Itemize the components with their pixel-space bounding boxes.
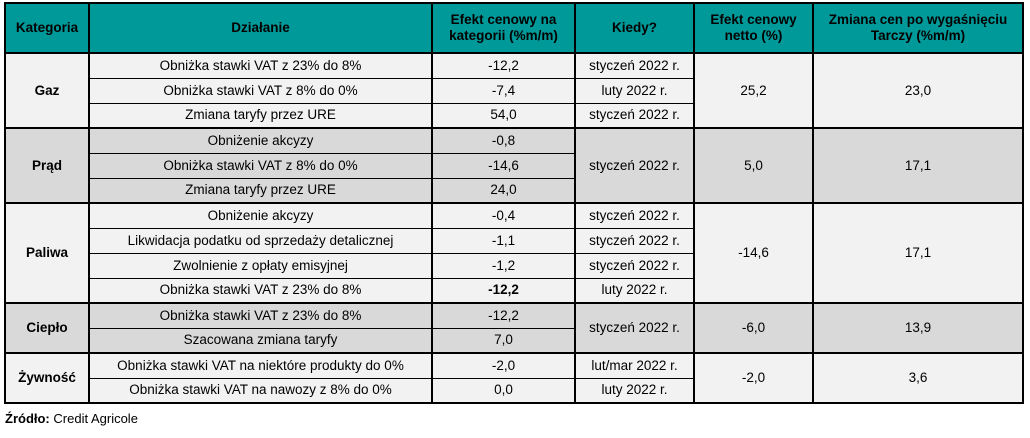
cell-when: styczeń 2022 r. xyxy=(575,203,694,228)
cell-effect: 7,0 xyxy=(432,328,575,353)
cell-action: Obniżka stawki VAT z 8% do 0% xyxy=(89,153,432,178)
cell-action: Obniżenie akcyzy xyxy=(89,128,432,153)
cell-action: Zmiana taryfy przez URE xyxy=(89,178,432,203)
table-row xyxy=(5,128,1023,153)
cell-action: Zwolnienie z opłaty emisyjnej xyxy=(89,253,432,278)
cell-post-shield: 17,1 xyxy=(813,128,1023,203)
anti-inflation-shield-table xyxy=(4,2,1024,404)
cell-when: luty 2022 r. xyxy=(575,378,694,403)
cell-action: Obniżka stawki VAT na niektóre produkty do 0% xyxy=(89,353,432,378)
cell-effect: -2,0 xyxy=(432,353,575,378)
cell-when: styczeń 2022 r. xyxy=(575,128,694,203)
section-zywnosc xyxy=(5,353,1023,403)
cell-when: styczeń 2022 r. xyxy=(575,103,694,128)
cell-when: lut/mar 2022 r. xyxy=(575,353,694,378)
cell-effect: -0,4 xyxy=(432,203,575,228)
cell-post-shield: 17,1 xyxy=(813,203,1023,303)
cell-effect: -12,2 xyxy=(432,278,575,303)
cell-action: Obniżka stawki VAT na nawozy z 8% do 0% xyxy=(89,378,432,403)
cell-net-effect: -6,0 xyxy=(694,303,813,353)
cell-when: luty 2022 r. xyxy=(575,278,694,303)
cell-action: Likwidacja podatku od sprzedaży detalicznej xyxy=(89,228,432,253)
cell-when: styczeń 2022 r. xyxy=(575,253,694,278)
category-cell-zywnosc: Żywność xyxy=(5,353,89,403)
table-row xyxy=(5,353,1023,378)
source-label: Źródło: xyxy=(5,411,50,426)
header-efekt-cenowy: Efekt cenowy na kategorii (%m/m) xyxy=(432,3,575,53)
cell-action: Obniżka stawki VAT z 8% do 0% xyxy=(89,78,432,103)
cell-when: luty 2022 r. xyxy=(575,78,694,103)
cell-when: styczeń 2022 r. xyxy=(575,228,694,253)
cell-post-shield: 3,6 xyxy=(813,353,1023,403)
cell-action: Obniżka stawki VAT z 23% do 8% xyxy=(89,278,432,303)
source-value: Credit Agricole xyxy=(53,411,138,426)
header-efekt-netto: Efekt cenowy netto (%) xyxy=(694,3,813,53)
cell-effect: -1,2 xyxy=(432,253,575,278)
cell-effect: -12,2 xyxy=(432,303,575,328)
header-kiedy: Kiedy? xyxy=(575,3,694,53)
cell-effect: 54,0 xyxy=(432,103,575,128)
cell-effect: -7,4 xyxy=(432,78,575,103)
source-note xyxy=(5,411,1030,426)
category-cell-paliwa: Paliwa xyxy=(5,203,89,303)
category-cell-prad: Prąd xyxy=(5,128,89,203)
cell-post-shield: 13,9 xyxy=(813,303,1023,353)
cell-effect: -14,6 xyxy=(432,153,575,178)
cell-action: Zmiana taryfy przez URE xyxy=(89,103,432,128)
cell-action: Szacowana zmiana taryfy xyxy=(89,328,432,353)
table-row xyxy=(5,203,1023,228)
category-cell-gaz: Gaz xyxy=(5,53,89,128)
cell-net-effect: -2,0 xyxy=(694,353,813,403)
cell-action: Obniżenie akcyzy xyxy=(89,203,432,228)
table-row xyxy=(5,53,1023,78)
category-cell-cieplo: Ciepło xyxy=(5,303,89,353)
section-cieplo xyxy=(5,303,1023,353)
cell-net-effect: -14,6 xyxy=(694,203,813,303)
section-prad xyxy=(5,128,1023,203)
section-paliwa xyxy=(5,203,1023,303)
cell-action: Obniżka stawki VAT z 23% do 8% xyxy=(89,53,432,78)
header-kategoria: Kategoria xyxy=(5,3,89,53)
cell-when: styczeń 2022 r. xyxy=(575,53,694,78)
table-row xyxy=(5,303,1023,328)
header-zmiana-cen: Zmiana cen po wygaśnięciu Tarczy (%m/m) xyxy=(813,3,1023,53)
section-gaz xyxy=(5,53,1023,128)
cell-effect: 0,0 xyxy=(432,378,575,403)
cell-effect: -12,2 xyxy=(432,53,575,78)
cell-when: styczeń 2022 r. xyxy=(575,303,694,353)
cell-effect: 24,0 xyxy=(432,178,575,203)
cell-action: Obniżka stawki VAT z 23% do 8% xyxy=(89,303,432,328)
cell-net-effect: 25,2 xyxy=(694,53,813,128)
header-dzialanie: Działanie xyxy=(89,3,432,53)
cell-net-effect: 5,0 xyxy=(694,128,813,203)
cell-post-shield: 23,0 xyxy=(813,53,1023,128)
cell-effect: -0,8 xyxy=(432,128,575,153)
cell-effect: -1,1 xyxy=(432,228,575,253)
header-row xyxy=(5,3,1023,53)
